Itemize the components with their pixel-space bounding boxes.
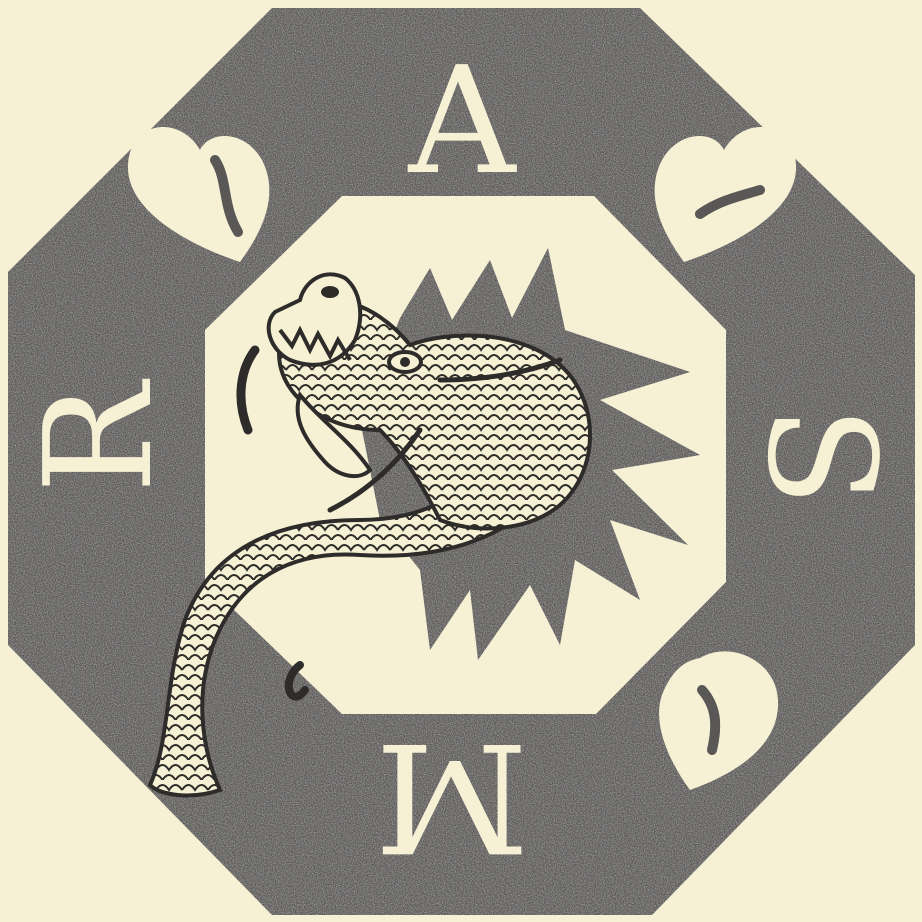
letter-top: A [408, 35, 516, 207]
letter-left: R [13, 382, 185, 494]
dragon-nostril [321, 286, 339, 298]
letter-bottom: M [375, 709, 529, 883]
letter-right: S [735, 405, 907, 507]
